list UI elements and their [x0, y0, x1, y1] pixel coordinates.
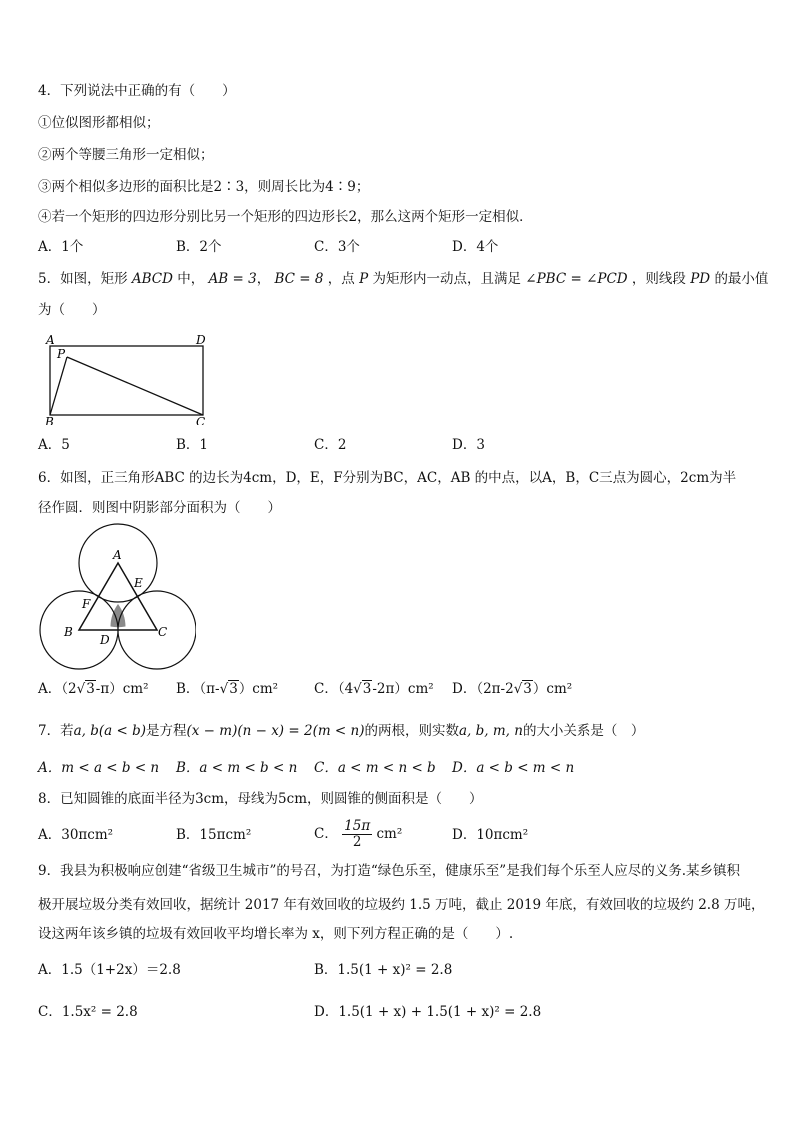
q6-option-b-post: ）cm²	[238, 681, 279, 697]
q6-option-c-radicand: 3	[362, 681, 372, 697]
q5-rectangle-figure	[40, 330, 220, 425]
q7-stem	[38, 722, 644, 740]
q5-stem-part: 5．如图，矩形	[38, 271, 128, 287]
q6-circles-figure	[36, 520, 196, 670]
q5-stem-2: 为（ ）	[38, 302, 106, 318]
q6-option-a-post: -π）cm²	[95, 681, 149, 697]
q5-stem-part: ，则线段	[631, 271, 686, 287]
q5-stem-part: 的最小值	[714, 271, 769, 287]
q7-variables: a, b, m, n	[459, 723, 523, 739]
q6-option-d-radicand: 3	[523, 681, 532, 697]
q5-bc-value: BC = 8	[274, 271, 324, 287]
q7-option-c[interactable]: C．a < m < n < b	[314, 760, 436, 776]
q5-label-c: C	[196, 415, 206, 425]
q7-option-d[interactable]: D．a < b < m < n	[452, 760, 575, 776]
q8-option-c-label: C．	[314, 826, 338, 842]
q5-label-b: B	[45, 415, 54, 425]
q5-point-p: P	[359, 271, 369, 287]
q6-option-c-post: -2π）cm²	[372, 681, 434, 697]
q4-option-a[interactable]: A．1个	[38, 239, 84, 255]
q5-stem	[38, 270, 768, 288]
q8-option-a[interactable]: A．30πcm²	[38, 827, 114, 843]
q5-option-c[interactable]: C．2	[314, 437, 347, 453]
q6-option-c[interactable]: C．（4√3-2π）cm²	[314, 681, 434, 697]
q5-option-d[interactable]: D．3	[452, 437, 485, 453]
q4-statement-1: ①位似图形都相似；	[38, 115, 160, 131]
q8-stem: 8．已知圆锥的底面半径为3cm，母线为5cm，则圆锥的侧面积是（ ）	[38, 791, 483, 807]
q4-statement-4: ④若一个矩形的四边形分别比另一个矩形的四边形长2，那么这两个矩形一定相似．	[38, 209, 533, 225]
q6-option-d[interactable]: D．（2π-2√3）cm²	[452, 681, 573, 697]
q7-stem-part: 是方程	[146, 723, 187, 739]
q4-option-d[interactable]: D．4个	[452, 239, 499, 255]
q5-segment-pd: PD	[690, 271, 711, 287]
q6-label-a: A	[113, 548, 122, 562]
q9-option-d[interactable]: D．1.5(1 + x) + 1.5(1 + x)² = 2.8	[314, 1004, 542, 1020]
q5-angle-condition: ∠PBC = ∠PCD	[525, 271, 628, 287]
q6-option-b[interactable]: B．（π-√3）cm²	[176, 681, 279, 697]
q7-mn-condition: (m < n)	[312, 723, 365, 739]
q6-option-a[interactable]: A．（2√3-π）cm²	[38, 681, 149, 697]
q6-label-f: F	[82, 597, 91, 611]
q4-statement-2: ②两个等腰三角形一定相似；	[38, 147, 214, 163]
q6-label-e: E	[134, 576, 143, 590]
q5-ab-value: AB = 3	[208, 271, 257, 287]
q7-stem-part: 的大小关系是（ ）	[522, 723, 645, 739]
q7-equation: (x − m)(n − x) = 2	[186, 723, 313, 739]
q6-stem: 6．如图，正三角形ABC 的边长为4cm，D，E，F分别为BC，AC，AB 的中点，以A，B，C三点为圆心，2cm为半	[38, 470, 737, 486]
q6-option-a-pre: A．（2	[38, 681, 77, 697]
q4-option-b[interactable]: B．2个	[176, 239, 222, 255]
q8-option-c-unit: cm²	[376, 826, 403, 842]
q9-option-c[interactable]: C．1.5x² = 2.8	[38, 1004, 138, 1020]
q7-roots: a, b	[73, 723, 99, 739]
q6-option-a-radicand: 3	[86, 681, 95, 697]
q9-option-b[interactable]: B．1.5(1 + x)² = 2.8	[314, 962, 453, 978]
q8-option-c[interactable]	[314, 817, 402, 851]
q7-stem-part: 7．若	[38, 723, 74, 739]
q7-root-condition: (a < b)	[98, 723, 146, 739]
q8-fraction-denominator: 2	[352, 834, 362, 850]
q6-option-d-pre: D．（2π-2	[452, 681, 514, 697]
q5-option-b[interactable]: B．1	[176, 437, 209, 453]
q4-stem: 4．下列说法中正确的有（ ）	[38, 83, 236, 99]
q7-option-b[interactable]: B．a < m < b < n	[176, 760, 298, 776]
q8-option-b[interactable]: B．15πcm²	[176, 827, 252, 843]
q6-label-d: D	[100, 633, 110, 647]
q5-rect-name: ABCD	[131, 271, 173, 287]
q8-option-d[interactable]: D．10πcm²	[452, 827, 529, 843]
q8-fraction-numerator: 15π	[344, 818, 371, 834]
q5-label-p: P	[57, 347, 66, 361]
q6-option-b-pre: B．（π-	[176, 681, 220, 697]
q7-option-a[interactable]: A．m < a < b < n	[38, 760, 160, 776]
q9-line-2: 极开展垃圾分类有效回收，据统计 2017 年有效回收的垃圾约 1.5 万吨，截止 2019 年底，有效回收的垃圾约 2.8 万吨，	[38, 897, 765, 913]
q5-label-a: A	[46, 333, 55, 347]
q5-segment-bp	[50, 357, 67, 415]
q6-label-b: B	[64, 625, 73, 639]
q5-option-a[interactable]: A．5	[38, 437, 70, 453]
q5-comma: ，	[256, 271, 271, 287]
q6-label-c: C	[158, 625, 168, 639]
q7-stem-part: 的两根，则实数	[364, 723, 459, 739]
q4-statement-3: ③两个相似多边形的面积比是2∶3，则周长比为4∶9；	[38, 179, 370, 195]
q9-option-a[interactable]: A．1.5（1+2x）＝2.8	[38, 962, 181, 978]
q5-stem-part: 中，	[177, 271, 205, 287]
q9-line-3: 设这两年该乡镇的垃圾有效回收平均增长率为 x，则下列方程正确的是（ ）.	[38, 926, 514, 942]
q6-option-c-pre: C．（4	[314, 681, 354, 697]
q8-option-c-fraction	[342, 819, 372, 850]
q6-stem-2: 径作圆．则图中阴影部分面积为（ ）	[38, 500, 281, 516]
q5-label-d: D	[196, 333, 206, 347]
q5-stem-part: ，点	[327, 271, 355, 287]
q5-stem-part: 为矩形内一动点，且满足	[372, 271, 521, 287]
q9-line-1: 9．我县为积极响应创建“省级卫生城市”的号召，为打造“绿色乐至，健康乐至”是我们每个乐至人应尽的义务.某乡镇积	[38, 863, 740, 879]
q4-option-c[interactable]: C．3个	[314, 239, 360, 255]
q6-option-b-radicand: 3	[229, 681, 238, 697]
q5-segment-pc	[67, 357, 203, 415]
q6-option-d-post: ）cm²	[532, 681, 573, 697]
